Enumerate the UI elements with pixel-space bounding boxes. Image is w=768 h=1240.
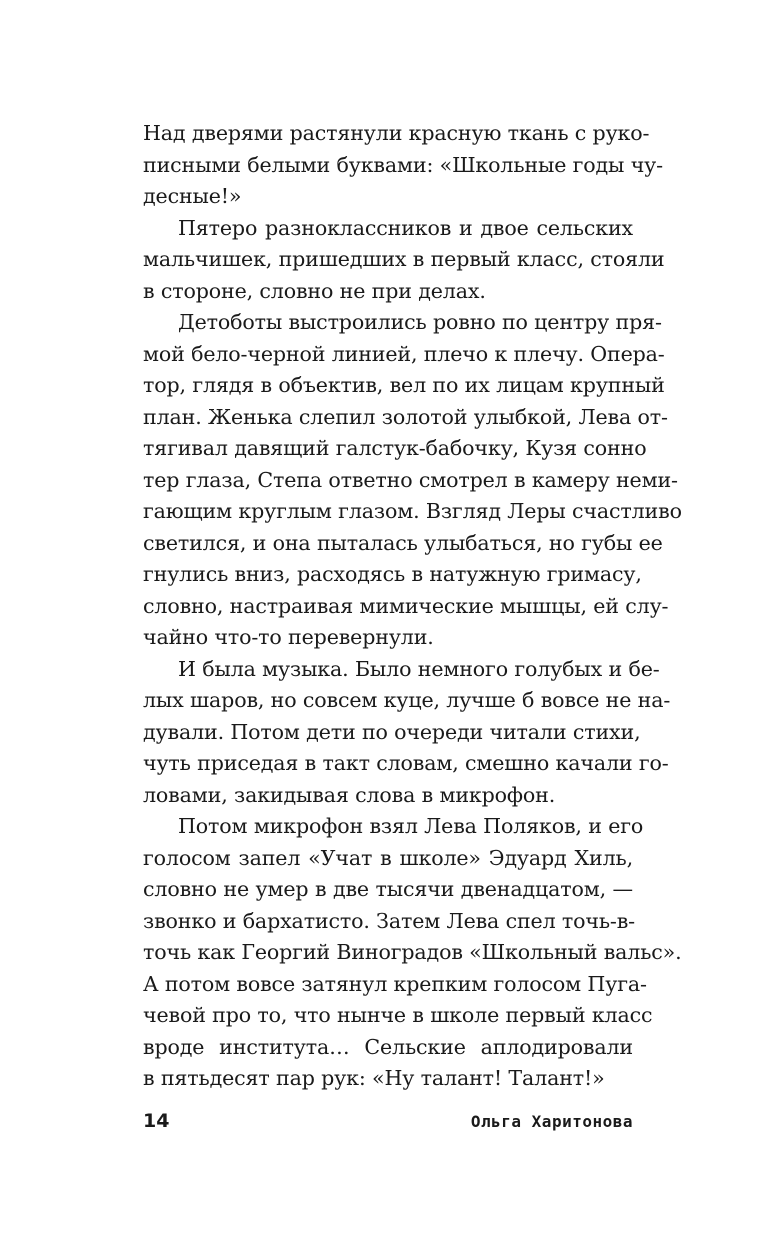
body-text xyxy=(143,118,682,1095)
text-line: голосом запел «Учат в школе» Эдуард Хиль, xyxy=(143,845,633,870)
text-line: лых шаров, но совсем куце, лучше б вовсе не на- xyxy=(143,688,671,712)
text-line: план. Женька слепил золотой улыбкой, Лева от- xyxy=(143,404,668,429)
text-line: тягивал давящий галстук-бабочку, Кузя сонно xyxy=(143,436,647,460)
text-line: в стороне, словно не при делах. xyxy=(143,278,486,303)
text-line: словно, настраивая мимические мышцы, ей слу- xyxy=(143,593,669,618)
text-line: мальчишек, пришедших в первый класс, стояли xyxy=(143,247,665,271)
text-line: чуть приседая в такт словам, смешно качали го- xyxy=(143,751,669,775)
running-footer-author: Ольга Харитонова xyxy=(470,1112,633,1131)
text-line: ловами, закидывая слова в микрофон. xyxy=(143,782,556,807)
text-line: дували. Потом дети по очереди читали стихи, xyxy=(143,719,641,744)
text-line: А потом вовсе затянул крепким голосом Пуга- xyxy=(143,971,647,996)
page-number: 14 xyxy=(143,1110,170,1132)
text-line: в пятьдесят пар рук: «Ну талант! Талант!» xyxy=(143,1066,605,1090)
text-line: Пятеро разноклассников и двое сельских xyxy=(178,215,633,240)
text-line: Детоботы выстроились ровно по центру пря- xyxy=(178,310,662,334)
text-line: Потом микрофон взял Лева Поляков, и его xyxy=(178,814,644,838)
text-line: И была музыка. Было немного голубых и бе- xyxy=(178,656,660,681)
text-line: гнулись вниз, расходясь в натужную гримасу, xyxy=(143,562,642,586)
text-line: словно не умер в две тысячи двенадцатом, — xyxy=(143,877,633,901)
text-line: чевой про то, что нынче в школе первый класс xyxy=(143,1003,653,1027)
text-line: десные!» xyxy=(143,184,242,208)
text-line: гающим круглым глазом. Взгляд Леры счастливо xyxy=(143,499,682,523)
text-line: писными белыми буквами: «Школьные годы чу- xyxy=(143,152,663,177)
text-line: Над дверями растянули красную ткань с руко- xyxy=(143,121,650,145)
text-line: мой бело-черной линией, плечо к плечу. Опера- xyxy=(143,341,665,366)
text-line: вроде института… Сельские аплодировали xyxy=(143,1034,633,1059)
text-line: точь как Георгий Виноградов «Школьный вальс». xyxy=(143,940,682,964)
text-line: чайно что-то перевернули. xyxy=(143,625,434,649)
text-line: звонко и бархатисто. Затем Лева спел точь-в- xyxy=(143,908,635,933)
text-line: светился, и она пыталась улыбаться, но губы ее xyxy=(143,530,663,555)
text-line: тер глаза, Степа ответно смотрел в камеру неми- xyxy=(143,467,678,492)
text-line: тор, глядя в объектив, вел по их лицам крупный xyxy=(143,373,665,397)
